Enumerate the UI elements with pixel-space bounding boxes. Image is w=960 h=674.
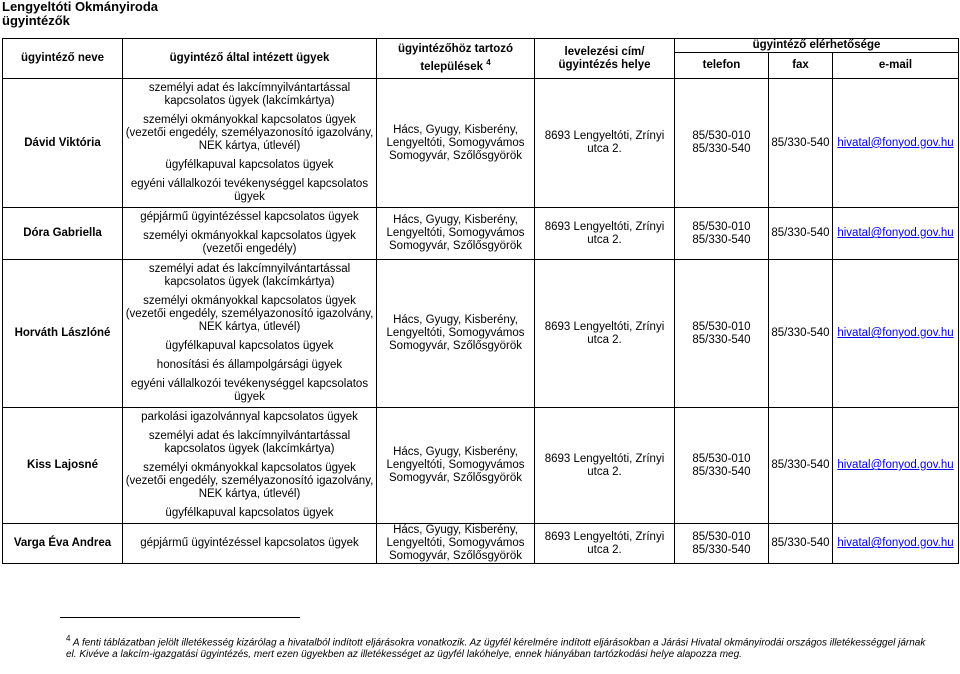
phone-primary: 85/530-010	[692, 320, 751, 333]
phone-secondary: 85/330-540	[692, 543, 751, 556]
staff-name: Dóra Gabriella	[3, 208, 123, 260]
table-body	[3, 79, 959, 564]
case-item: egyéni vállalkozói tevékenységgel kapcsolatos ügyek	[123, 375, 377, 408]
page-header	[2, 0, 158, 28]
header-address: levelezési cím/ügyintézés helye	[535, 39, 675, 79]
footnote-marker: 4	[66, 634, 71, 643]
header-email: e-mail	[833, 53, 959, 79]
phone-secondary: 85/330-540	[692, 233, 751, 246]
phone-secondary: 85/330-540	[692, 333, 751, 346]
towns-cell: Hács, Gyugy, Kisberény, Lengyeltóti, Somogyvámos Somogyvár, Szőlősgyörök	[377, 208, 535, 260]
case-item: gépjármű ügyintézéssel kapcsolatos ügyek	[123, 208, 377, 228]
case-item: gépjármű ügyintézéssel kapcsolatos ügyek	[123, 524, 377, 564]
footnote-ref: 4	[486, 58, 491, 68]
footnote	[66, 633, 926, 661]
table-row	[3, 79, 959, 112]
phone-cell	[675, 408, 769, 524]
case-item: ügyfélkapuval kapcsolatos ügyek	[123, 156, 377, 175]
case-item: ügyfélkapuval kapcsolatos ügyek	[123, 337, 377, 356]
email-link[interactable]: hivatal@fonyod.gov.hu	[837, 227, 954, 239]
table-row	[3, 208, 959, 228]
email-cell	[833, 524, 959, 564]
phone-cell	[675, 524, 769, 564]
address-cell: 8693 Lengyeltóti, Zrínyi utca 2.	[535, 260, 675, 408]
header-towns: ügyintézőhöz tartozó települések $^4$	[377, 39, 535, 79]
staff-name: Kiss Lajosné	[3, 408, 123, 524]
case-item: ügyfélkapuval kapcsolatos ügyek	[123, 504, 377, 524]
case-item: személyi adat és lakcímnyilvántartással kapcsolatos ügyek (lakcímkártya)	[123, 427, 377, 459]
footnote-divider	[60, 617, 300, 618]
email-cell	[833, 208, 959, 260]
page-subtitle: ügyintézők	[2, 13, 70, 28]
fax-cell: 85/330-540	[769, 79, 833, 208]
case-item: személyi okmányokkal kapcsolatos ügyek (vezetői engedély)	[123, 227, 377, 260]
phone-primary: 85/530-010	[692, 530, 751, 543]
case-item: személyi okmányokkal kapcsolatos ügyek (vezetői engedély, személyazonosító igazolvány, NEK kártya, útlevél)	[123, 292, 377, 337]
staff-name: Dávid Viktória	[3, 79, 123, 208]
staff-name: Varga Éva Andrea	[3, 524, 123, 564]
case-item: személyi adat és lakcímnyilvántartással kapcsolatos ügyek (lakcímkártya)	[123, 79, 377, 112]
header-cases: ügyintéző által intézett ügyek	[123, 39, 377, 79]
email-link[interactable]: hivatal@fonyod.gov.hu	[837, 327, 954, 339]
header-fax: fax	[769, 53, 833, 79]
towns-cell: Hács, Gyugy, Kisberény, Lengyeltóti, Somogyvámos Somogyvár, Szőlősgyörök	[377, 79, 535, 208]
phone-cell	[675, 208, 769, 260]
address-cell: 8693 Lengyeltóti, Zrínyi utca 2.	[535, 208, 675, 260]
email-cell	[833, 260, 959, 408]
phone-primary: 85/530-010	[692, 130, 751, 142]
email-link[interactable]: hivatal@fonyod.gov.hu	[837, 537, 954, 549]
phone-primary: 85/530-010	[692, 220, 751, 233]
address-cell: 8693 Lengyeltóti, Zrínyi utca 2.	[535, 79, 675, 208]
header-name: ügyintéző neve	[3, 39, 123, 79]
case-item: személyi okmányokkal kapcsolatos ügyek (vezetői engedély, személyazonosító igazolvány, NEK kártya, útlevél)	[123, 111, 377, 156]
address-cell: 8693 Lengyeltóti, Zrínyi utca 2.	[535, 408, 675, 524]
table-row	[3, 260, 959, 293]
case-item: honosítási és állampolgársági ügyek	[123, 356, 377, 375]
case-item: személyi adat és lakcímnyilvántartással kapcsolatos ügyek (lakcímkártya)	[123, 260, 377, 293]
fax-cell: 85/330-540	[769, 208, 833, 260]
staff-name: Horváth Lászlóné	[3, 260, 123, 408]
fax-cell: 85/330-540	[769, 524, 833, 564]
fax-cell: 85/330-540	[769, 260, 833, 408]
page-title: Lengyeltóti Okmányiroda	[2, 0, 159, 14]
email-link[interactable]: hivatal@fonyod.gov.hu	[837, 459, 954, 471]
email-cell	[833, 79, 959, 208]
phone-secondary: 85/330-540	[692, 465, 751, 478]
towns-cell: Hács, Gyugy, Kisberény, Lengyeltóti, Somogyvámos Somogyvár, Szőlősgyörök	[377, 524, 535, 564]
case-item: személyi okmányokkal kapcsolatos ügyek (vezetői engedély, személyazonosító igazolvány, NEK kártya, útlevél)	[123, 459, 377, 504]
table-row	[3, 524, 959, 564]
case-item: egyéni vállalkozói tevékenységgel kapcsolatos ügyek	[123, 175, 377, 208]
phone-cell	[675, 79, 769, 208]
header-contact: ügyintéző elérhetősége	[675, 39, 959, 53]
header-phone: telefon	[675, 53, 769, 79]
phone-primary: 85/530-010	[692, 452, 751, 465]
email-link[interactable]: hivatal@fonyod.gov.hu	[837, 136, 954, 149]
fax-cell: 85/330-540	[769, 408, 833, 524]
address-cell: 8693 Lengyeltóti, Zrínyi utca 2.	[535, 524, 675, 564]
email-cell	[833, 408, 959, 524]
case-item: parkolási igazolvánnyal kapcsolatos ügyek	[123, 408, 377, 428]
footnote-text: A fenti táblázatban jelölt illetékesség kizárólag a hivatalból indított eljárásokra vonatkozik. Az ügyfél kérelmére indított eljárásokban a Járási Hivatal okmányirodái országos illetékességgel járnak el. Kivéve a lakcím-igazgatási ügyintézés, mert ezen ügyekben az illetékességet az ügyfél lakóhelye, ennek hiányában tartózkodási helye alapozza meg.	[66, 637, 926, 661]
staff-table	[2, 38, 959, 564]
phone-secondary: 85/330-540	[692, 143, 751, 155]
table-row	[3, 408, 959, 428]
towns-cell: Hács, Gyugy, Kisberény, Lengyeltóti, Somogyvámos Somogyvár, Szőlősgyörök	[377, 408, 535, 524]
phone-cell	[675, 260, 769, 408]
towns-cell: Hács, Gyugy, Kisberény, Lengyeltóti, Somogyvámos Somogyvár, Szőlősgyörök	[377, 260, 535, 408]
